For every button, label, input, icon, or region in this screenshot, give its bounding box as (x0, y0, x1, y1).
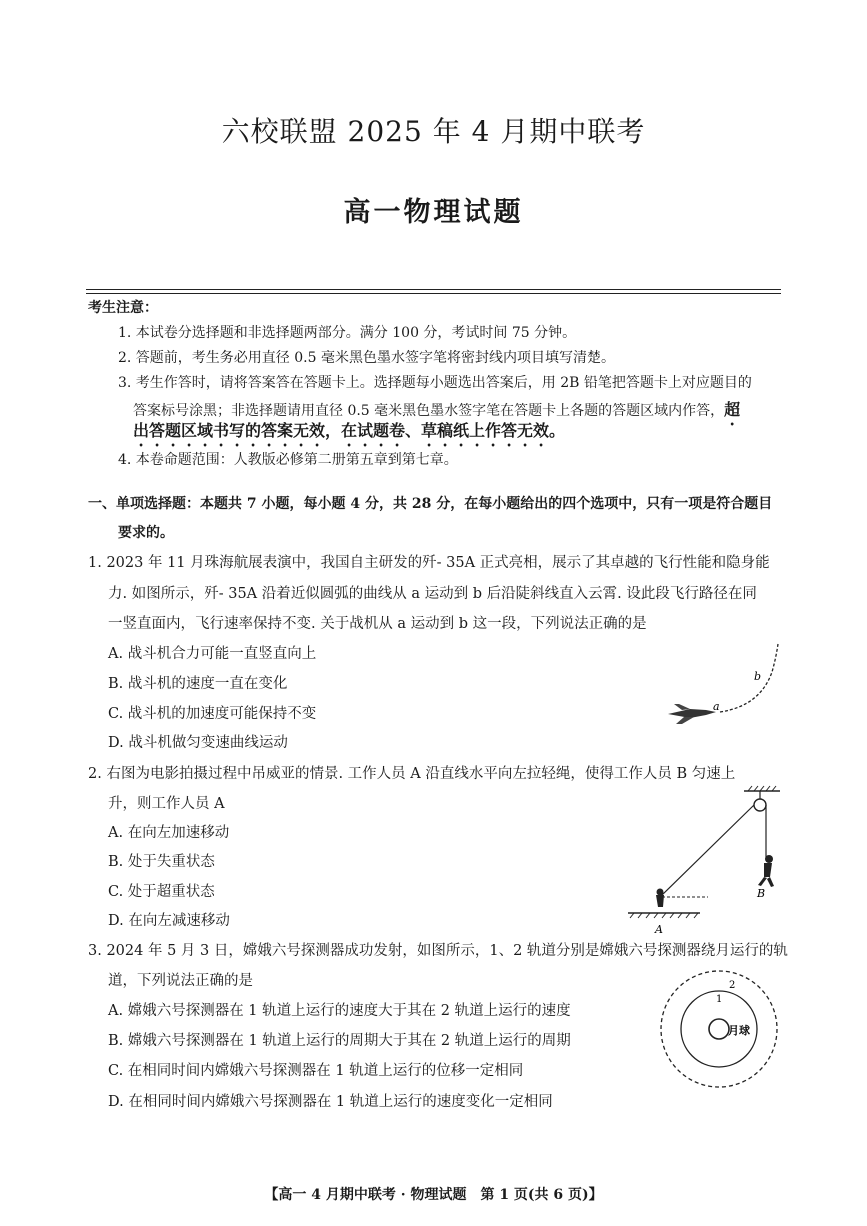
divider-top-second (86, 293, 781, 294)
q1-stem-line1: 1. 2023 年 11 月珠海航展表演中，我国自主研发的歼- 35A 正式亮相，展示了其卓越的飞行性能和隐身能 (88, 555, 770, 571)
notice-heading: 考生注意： (88, 300, 158, 316)
q3-option-a: A. 嫦娥六号探测器在 1 轨道上运行的速度大于其在 2 轨道上运行的速度 (108, 1003, 571, 1019)
q2-option-d: D. 在向左减速移动 (108, 913, 230, 929)
q1-option-d: D. 战斗机做匀变速曲线运动 (108, 735, 288, 751)
q2-worker-a-icon (656, 889, 664, 908)
notice-item-1: 1. 本试卷分选择题和非选择题两部分。满分 100 分，考试时间 75 分钟。 (118, 325, 577, 341)
q3-stem-line1: 3. 2024 年 5 月 3 日，嫦娥六号探测器成功发射，如图所示，1、2 轨道分别是嫦娥六号探测器绕月运行的轨 (88, 943, 788, 959)
q2-label-b: B (757, 887, 766, 900)
page-footer: 【高一 4 月期中联考 · 物理试题 第 1 页(共 6 页)】 (264, 1187, 603, 1203)
q2-worker-b-icon (758, 855, 774, 887)
q3-option-c: C. 在相同时间内嫦娥六号探测器在 1 轨道上运行的位移一定相同 (108, 1063, 524, 1079)
q1-flight-path-figure (660, 640, 785, 730)
q2-label-a: A (655, 923, 663, 936)
q2-option-b: B. 处于失重状态 (108, 854, 215, 870)
q1-flight-curve (720, 644, 778, 712)
q3-option-d: D. 在相同时间内嫦娥六号探测器在 1 轨道上运行的速度变化一定相同 (108, 1094, 553, 1110)
notice-item-3: 3. 考生作答时，请将答案答在答题卡上。选择题每小题选出答案后，用 2B 铅笔把答题卡上对应题目的 (118, 375, 752, 391)
q1-label-a: a (713, 700, 720, 713)
q2-stem-line2: 升，则工作人员 A (108, 796, 225, 812)
q2-stem-line1: 2. 右图为电影拍摄过程中吊威亚的情景. 工作人员 A 沿直线水平向左拉轻绳，使得工作人员 B 匀速上 (88, 766, 736, 782)
q1-option-c: C. 战斗机的加速度可能保持不变 (108, 706, 317, 722)
q2-rope-slant (660, 805, 754, 897)
divider-top (86, 289, 781, 290)
section-heading-line1: 一、单项选择题：本题共 7 小题，每小题 4 分，共 28 分，在每小题给出的四个选项中，只有一项是符合题目 (88, 496, 773, 512)
notice-item-2: 2. 答题前，考生务必用直径 0.5 毫米黑色墨水签字笔将密封线内项目填写清楚。 (118, 350, 615, 366)
notice-emph-tail: 超 (724, 400, 741, 419)
q3-label-moon: 月球 (728, 1024, 750, 1037)
section-heading-line2: 要求的。 (118, 525, 174, 541)
q3-label-2: 2 (729, 980, 736, 991)
q3-stem-line2: 道，下列说法正确的是 (108, 973, 253, 989)
q1-option-b: B. 战斗机的速度一直在变化 (108, 676, 288, 692)
q1-label-b: b (754, 670, 762, 683)
q2-option-a: A. 在向左加速移动 (108, 825, 230, 841)
q1-stem-line3: 一竖直面内，飞行速率保持不变. 关于战机从 a 运动到 b 这一段，下列说法正确的是 (108, 616, 647, 632)
q3-moon (709, 1019, 729, 1039)
q3-option-b: B. 嫦娥六号探测器在 1 轨道上运行的周期大于其在 2 轨道上运行的周期 (108, 1033, 571, 1049)
q3-orbit-figure (656, 966, 782, 1092)
q1-jet-icon (668, 704, 716, 724)
exam-title: 六校联盟 2025 年 4 月期中联考 (221, 115, 646, 148)
notice-item-3-cont-text: 答案标号涂黑；非选择题请用直径 0.5 毫米黑色墨水签字笔在答题卡上各题的答题区域内作答， (133, 403, 725, 419)
notice-emph-line: 出答题区域书写的答案无效，在试题卷、草稿纸上作答无效。 (133, 421, 566, 440)
q3-orbit-2 (661, 971, 777, 1087)
q1-stem-line2: 力. 如图所示，歼- 35A 沿着近似圆弧的曲线从 a 运动到 b 后沿陡斜线直入云霄. 设此段飞行路径在同 (108, 586, 757, 602)
q3-label-1: 1 (716, 994, 723, 1005)
exam-subtitle: 高一物理试题 (343, 197, 524, 228)
q2-pulley-figure (620, 785, 785, 940)
q2-option-c: C. 处于超重状态 (108, 884, 215, 900)
notice-item-4: 4. 本卷命题范围：人教版必修第二册第五章到第七章。 (118, 452, 458, 468)
q2-pulley (754, 799, 766, 811)
q1-option-a: A. 战斗机合力可能一直竖直向上 (108, 646, 317, 662)
